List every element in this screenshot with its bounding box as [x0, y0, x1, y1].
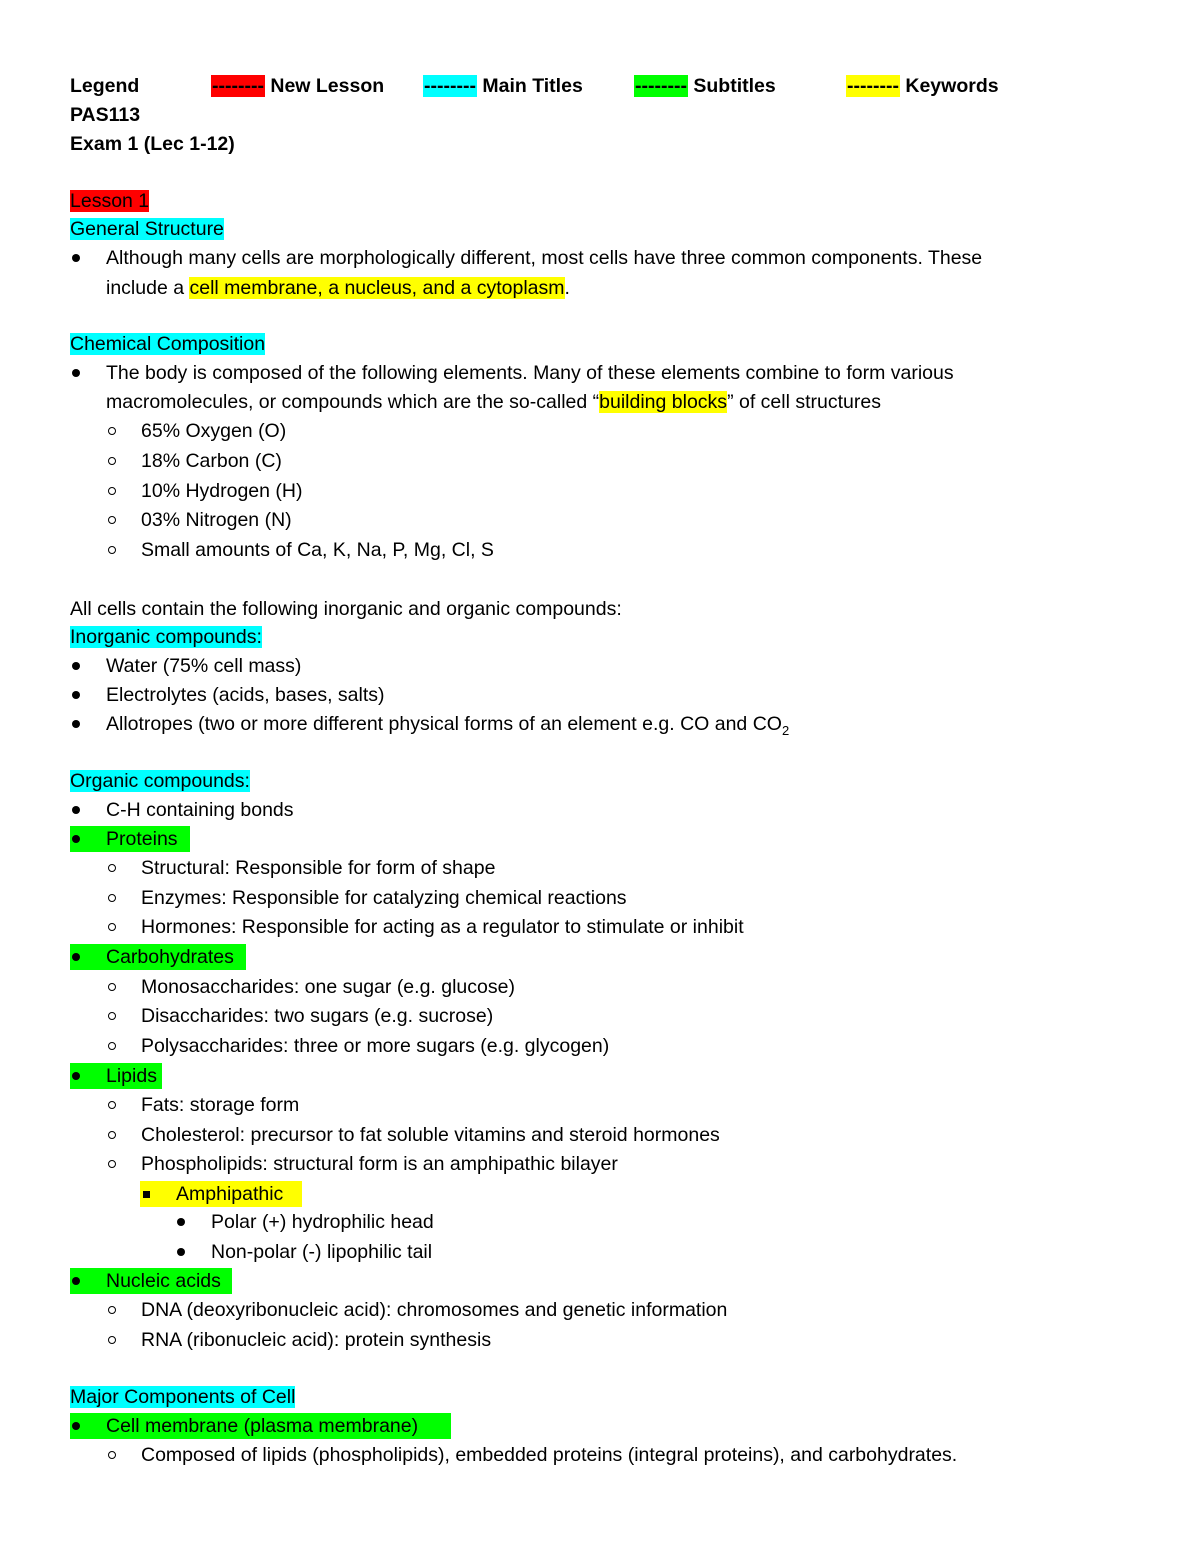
- bullet-icon: [72, 369, 80, 377]
- inorganic-item: Electrolytes (acids, bases, salts): [106, 684, 385, 706]
- bullet-icon: [72, 1072, 80, 1080]
- protein-item: Hormones: Responsible for acting as a regulator to stimulate or inhibit: [141, 916, 744, 938]
- inorganic-item-allotropes: [106, 712, 789, 743]
- legend-keywords-swatch: --------: [847, 75, 899, 97]
- circle-bullet-icon: [108, 923, 116, 931]
- nucleic-item: DNA (deoxyribonucleic acid): chromosomes and genetic information: [141, 1299, 728, 1321]
- organic-title: Organic compounds:: [70, 770, 250, 792]
- chem-keyword: building blocks: [599, 391, 728, 413]
- lipid-item: Cholesterol: precursor to fat soluble vitamins and steroid hormones: [141, 1124, 720, 1146]
- bullet-icon: [72, 720, 80, 728]
- legend-main-titles: [423, 74, 583, 98]
- cell-membrane-item: Composed of lipids (phospholipids), embedded proteins (integral proteins), and carbohydrates.: [141, 1444, 958, 1466]
- nucleic-title: Nucleic acids: [106, 1270, 221, 1292]
- bullet-icon: [177, 1218, 185, 1226]
- circle-bullet-icon: [108, 427, 116, 435]
- bullet-icon: [72, 662, 80, 670]
- lesson-title: Lesson 1: [70, 190, 150, 212]
- protein-item: Enzymes: Responsible for catalyzing chemical reactions: [141, 887, 627, 909]
- bullet-icon: [72, 1277, 80, 1285]
- gs-line2-post: .: [564, 277, 570, 299]
- circle-bullet-icon: [108, 487, 116, 495]
- lipids-title: Lipids: [106, 1065, 157, 1087]
- bullet-icon: [72, 806, 80, 814]
- bullet-icon: [72, 691, 80, 699]
- gs-keyword: cell membrane, a nucleus, and a cytoplasm: [189, 277, 565, 299]
- element-item: 10% Hydrogen (H): [141, 480, 303, 502]
- bullet-icon: [72, 254, 80, 262]
- legend-label: Legend: [70, 75, 140, 97]
- square-bullet-icon: [143, 1191, 150, 1198]
- lipid-item: Phospholipids: structural form is an amphipathic bilayer: [141, 1153, 618, 1175]
- bullet-icon: [72, 835, 80, 843]
- bullet-icon: [72, 1422, 80, 1430]
- inorganic-item: Water (75% cell mass): [106, 655, 302, 677]
- general-structure-title: General Structure: [70, 218, 224, 240]
- carbohydrate-item: Polysaccharides: three or more sugars (e.g. glycogen): [141, 1035, 610, 1057]
- legend-subtitles-text: Subtitles: [693, 75, 776, 97]
- circle-bullet-icon: [108, 894, 116, 902]
- gs-line2-pre: include a: [106, 277, 190, 299]
- circle-bullet-icon: [108, 1336, 116, 1344]
- circle-bullet-icon: [108, 546, 116, 554]
- element-item: 18% Carbon (C): [141, 450, 282, 472]
- exam-title: Exam 1 (Lec 1-12): [70, 133, 235, 155]
- chemical-composition-title: Chemical Composition: [70, 333, 266, 355]
- legend-subtitles-swatch: --------: [635, 75, 687, 97]
- chem-line1: The body is composed of the following elements. Many of these elements combine to form various: [106, 362, 954, 384]
- carbohydrate-item: Disaccharides: two sugars (e.g. sucrose): [141, 1005, 494, 1027]
- amphipathic-title: Amphipathic: [176, 1183, 284, 1205]
- major-components-title: Major Components of Cell: [70, 1386, 296, 1408]
- circle-bullet-icon: [108, 1451, 116, 1459]
- legend-keywords: [846, 74, 999, 98]
- organic-ch-bonds: C-H containing bonds: [106, 799, 294, 821]
- legend-main-titles-text: Main Titles: [482, 75, 583, 97]
- element-item: Small amounts of Ca, K, Na, P, Mg, Cl, S: [141, 539, 494, 561]
- bullet-icon: [177, 1248, 185, 1256]
- inorganic-title: Inorganic compounds:: [70, 626, 262, 648]
- proteins-title: Proteins: [106, 828, 178, 850]
- legend-new-lesson-swatch: --------: [212, 75, 264, 97]
- legend-new-lesson: [211, 74, 384, 98]
- legend-new-lesson-text: New Lesson: [270, 75, 385, 97]
- circle-bullet-icon: [108, 1012, 116, 1020]
- circle-bullet-icon: [108, 457, 116, 465]
- general-structure-line1: Although many cells are morphologically different, most cells have three common components. These: [106, 247, 983, 269]
- circle-bullet-icon: [108, 864, 116, 872]
- chem-line2-pre: macromolecules, or compounds which are the so-called “: [106, 391, 600, 413]
- circle-bullet-icon: [108, 516, 116, 524]
- carbohydrates-title: Carbohydrates: [106, 946, 234, 968]
- circle-bullet-icon: [108, 983, 116, 991]
- circle-bullet-icon: [108, 1306, 116, 1314]
- legend-subtitles: [634, 74, 776, 98]
- lipid-item: Fats: storage form: [141, 1094, 300, 1116]
- legend-keywords-text: Keywords: [905, 75, 999, 97]
- circle-bullet-icon: [108, 1101, 116, 1109]
- allotropes-text: Allotropes (two or more different physical forms of an element e.g. CO and CO: [106, 713, 782, 735]
- chem-line2-post: ” of cell structures: [727, 391, 881, 413]
- compounds-intro: All cells contain the following inorganic and organic compounds:: [70, 598, 622, 620]
- element-item: 65% Oxygen (O): [141, 420, 287, 442]
- circle-bullet-icon: [108, 1160, 116, 1168]
- circle-bullet-icon: [108, 1131, 116, 1139]
- legend-main-titles-swatch: --------: [424, 75, 476, 97]
- allotropes-subscript: 2: [781, 722, 790, 738]
- carbohydrate-item: Monosaccharides: one sugar (e.g. glucose): [141, 976, 515, 998]
- nucleic-item: RNA (ribonucleic acid): protein synthesis: [141, 1329, 492, 1351]
- amphipathic-item: Non-polar (-) lipophilic tail: [211, 1241, 433, 1263]
- cell-membrane-title: Cell membrane (plasma membrane): [106, 1415, 419, 1437]
- amphipathic-item: Polar (+) hydrophilic head: [211, 1211, 434, 1233]
- course-code: PAS113: [70, 104, 141, 126]
- circle-bullet-icon: [108, 1042, 116, 1050]
- general-structure-line2: [106, 276, 570, 300]
- bullet-icon: [72, 953, 80, 961]
- protein-item: Structural: Responsible for form of shape: [141, 857, 496, 879]
- element-item: 03% Nitrogen (N): [141, 509, 292, 531]
- chem-line2: [106, 390, 881, 414]
